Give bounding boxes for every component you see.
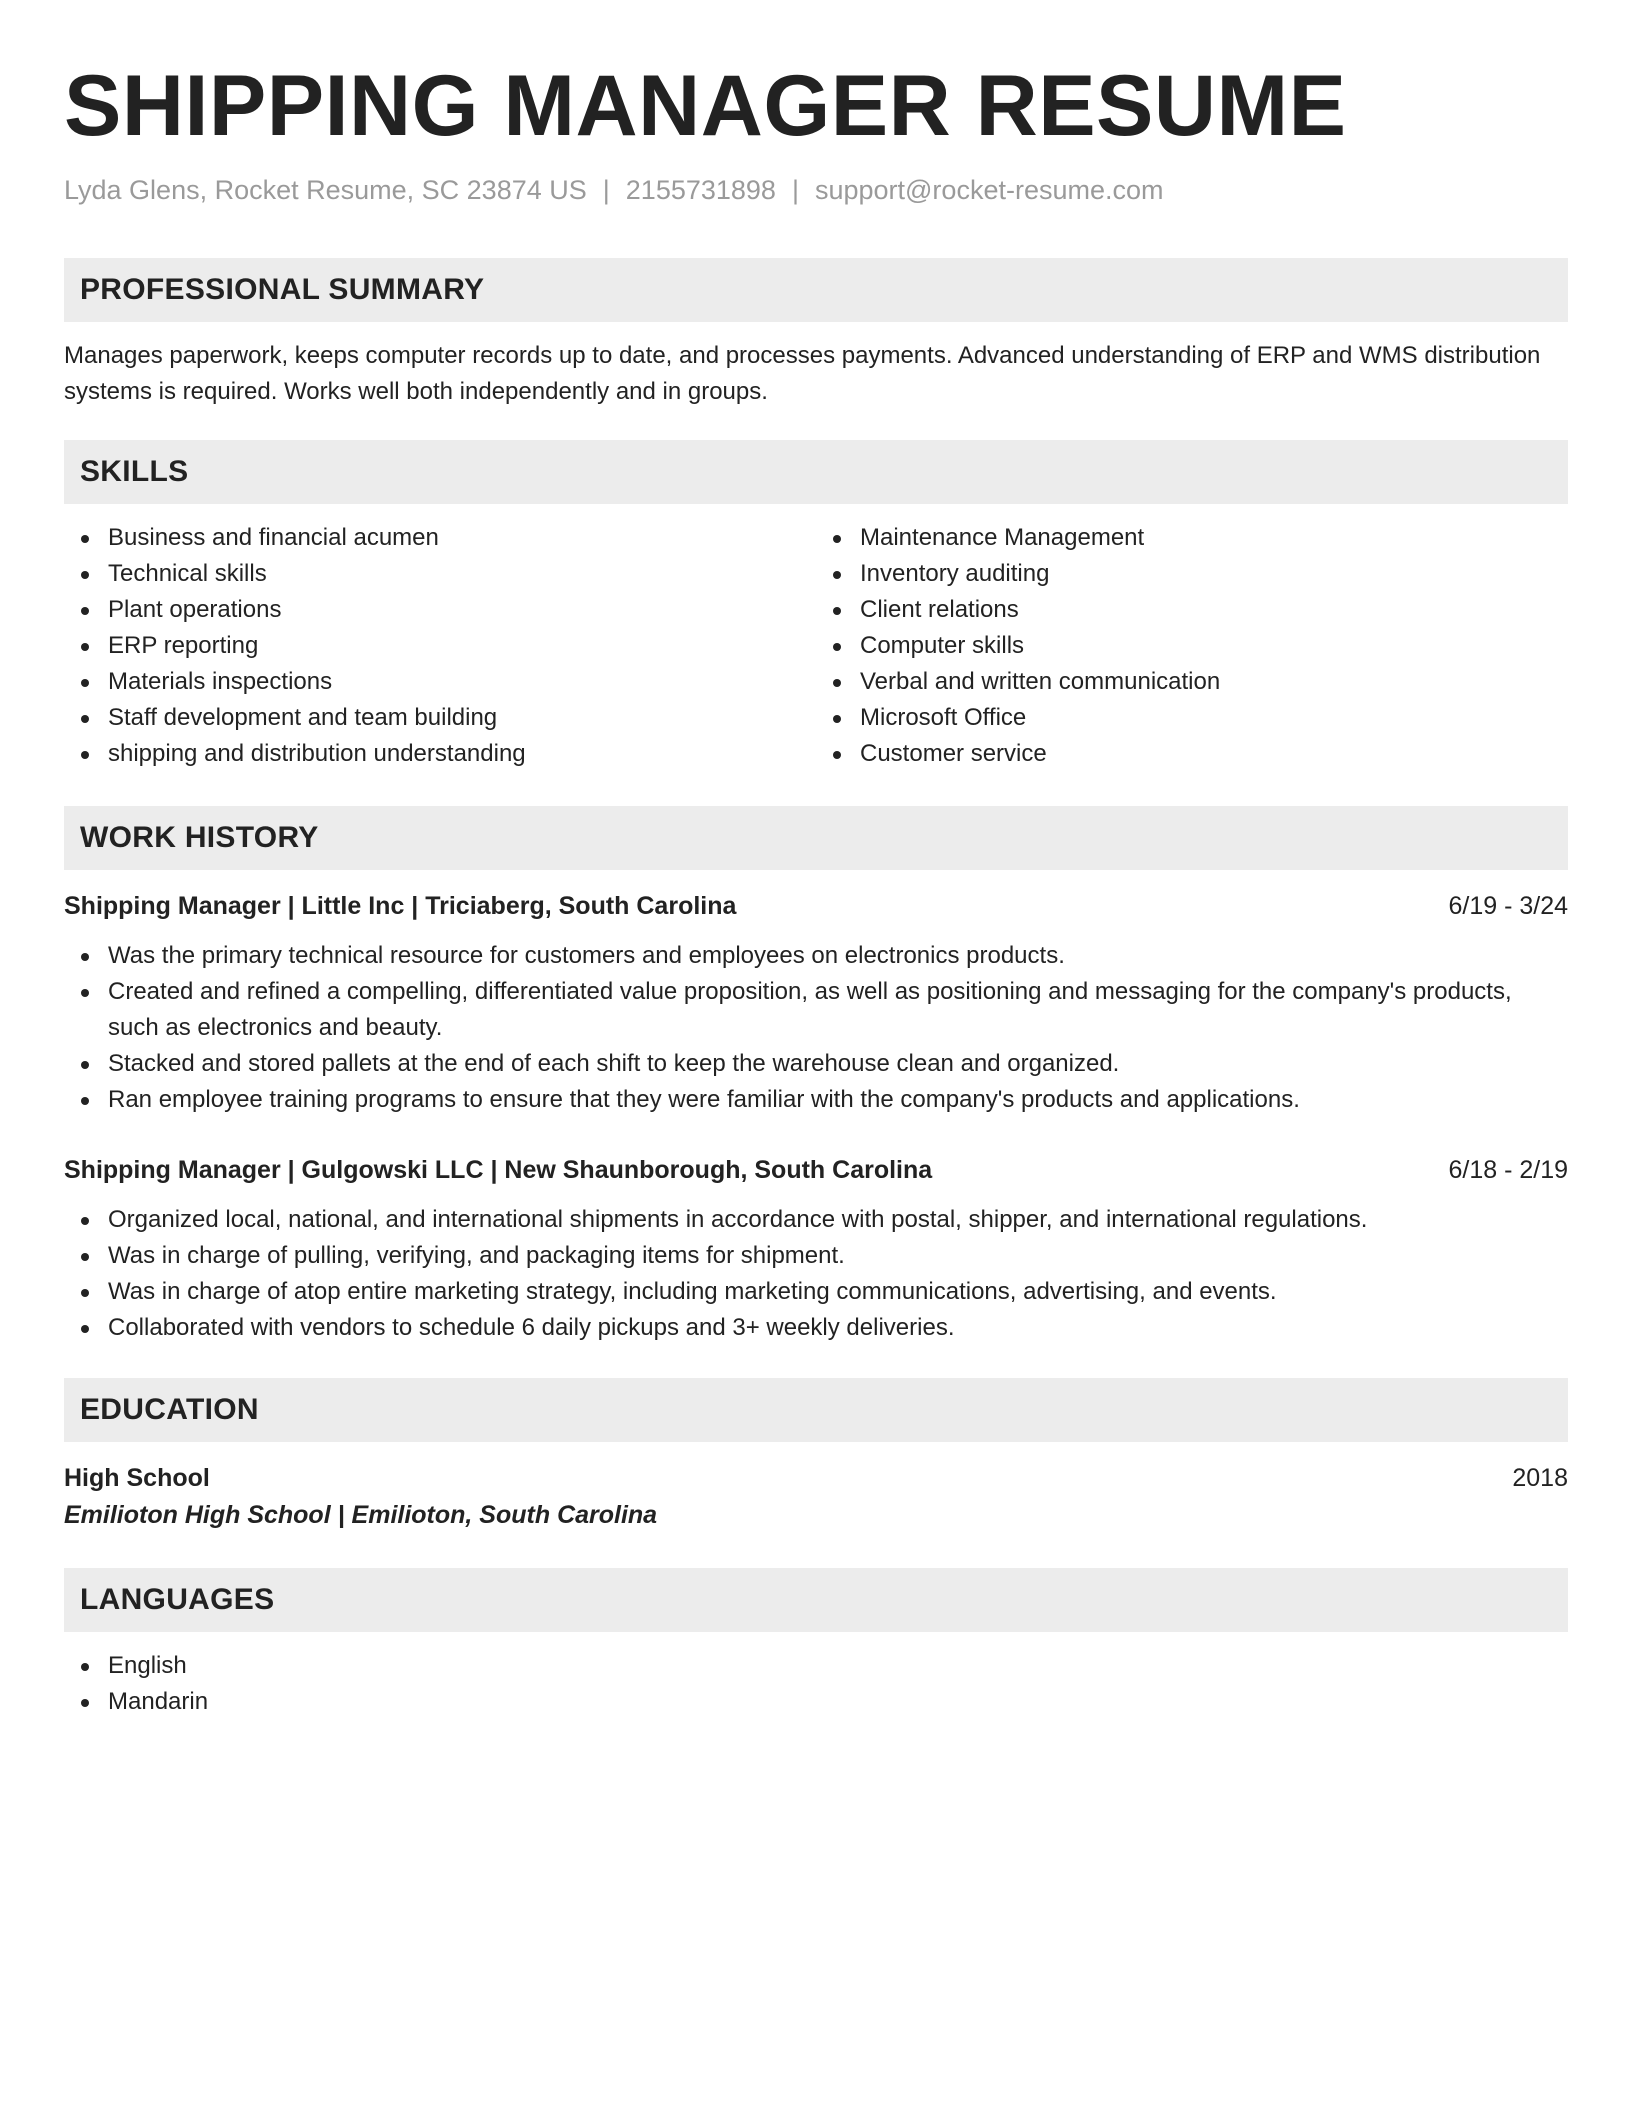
job-entry: [64, 1152, 1568, 1346]
skills-section: [64, 440, 1568, 772]
skill-item: shipping and distribution understanding: [108, 736, 816, 772]
work-history-heading: WORK HISTORY: [64, 806, 1568, 870]
skill-item: Maintenance Management: [860, 520, 1568, 556]
language-item: Mandarin: [108, 1684, 1568, 1720]
job-header: [64, 888, 1568, 924]
work-history-section: [64, 806, 1568, 1346]
job-dates: 6/18 - 2/19: [1448, 1156, 1568, 1184]
job-header: [64, 1152, 1568, 1188]
job-bullet: Collaborated with vendors to schedule 6 daily pickups and 3+ weekly deliveries.: [108, 1310, 1568, 1346]
skill-item: Microsoft Office: [860, 700, 1568, 736]
education-school: Emilioton High School | Emilioton, South Carolina: [64, 1501, 658, 1529]
summary-section: [64, 258, 1568, 410]
skill-item: Client relations: [860, 592, 1568, 628]
summary-text: Manages paperwork, keeps computer records up to date, and processes payments. Advanced understanding of ERP and WMS distribution systems is required. Works well both independently and in groups.: [64, 342, 1541, 405]
languages-heading: LANGUAGES: [64, 1568, 1568, 1632]
contact-email: support@rocket-resume.com: [814, 175, 1164, 205]
job-bullets: [64, 938, 1568, 1118]
job-bullet: Ran employee training programs to ensure that they were familiar with the company's products and applications.: [108, 1082, 1568, 1118]
skills-list-right: [816, 520, 1568, 772]
skill-item: Inventory auditing: [860, 556, 1568, 592]
job-bullet: Was in charge of atop entire marketing strategy, including marketing communications, advertising, and events.: [108, 1274, 1568, 1310]
skill-item: Verbal and written communication: [860, 664, 1568, 700]
job-dates: 6/19 - 3/24: [1448, 892, 1568, 920]
skills-column-left: [64, 520, 816, 772]
skill-item: ERP reporting: [108, 628, 816, 664]
job-bullet: Was in charge of pulling, verifying, and packaging items for shipment.: [108, 1238, 1568, 1274]
contact-line: [64, 170, 1568, 210]
contact-address: Lyda Glens, Rocket Resume, SC 23874 US: [64, 175, 587, 205]
skill-item: Plant operations: [108, 592, 816, 628]
summary-heading: PROFESSIONAL SUMMARY: [64, 258, 1568, 322]
skill-item: Business and financial acumen: [108, 520, 816, 556]
job-bullet: Stacked and stored pallets at the end of each shift to keep the warehouse clean and organized.: [108, 1046, 1568, 1082]
job-title: Shipping Manager | Little Inc | Triciaberg, South Carolina: [64, 892, 737, 920]
job-entry: [64, 888, 1568, 1118]
job-title: Shipping Manager | Gulgowski LLC | New Shaunborough, South Carolina: [64, 1156, 933, 1184]
skill-item: Customer service: [860, 736, 1568, 772]
skill-item: Technical skills: [108, 556, 816, 592]
skill-item: Computer skills: [860, 628, 1568, 664]
education-header: [64, 1460, 1568, 1496]
skills-list-left: [64, 520, 816, 772]
languages-section: [64, 1568, 1568, 1720]
education-entry: [64, 1460, 1568, 1534]
skill-item: Staff development and team building: [108, 700, 816, 736]
page-title: SHIPPING MANAGER RESUME: [64, 58, 1347, 154]
skill-item: Materials inspections: [108, 664, 816, 700]
job-bullet: Organized local, national, and international shipments in accordance with postal, shipper, and international regulations.: [108, 1202, 1568, 1238]
contact-phone: 2155731898: [625, 175, 776, 205]
language-item: English: [108, 1648, 1568, 1684]
education-section: [64, 1378, 1568, 1534]
education-heading: EDUCATION: [64, 1378, 1568, 1442]
languages-list: [64, 1648, 1568, 1720]
skills-grid: [64, 520, 1568, 772]
skills-column-right: [816, 520, 1568, 772]
contact-separator: |: [602, 175, 610, 205]
job-bullet: Was the primary technical resource for customers and employees on electronics products.: [108, 938, 1568, 974]
contact-separator: |: [791, 175, 799, 205]
job-bullets: [64, 1202, 1568, 1346]
education-year: 2018: [1512, 1464, 1568, 1492]
job-bullet: Created and refined a compelling, differentiated value proposition, as well as positioning and messaging for the company's products, such as electronics and beauty.: [108, 974, 1568, 1046]
education-degree: High School: [64, 1464, 210, 1492]
skills-heading: SKILLS: [64, 440, 1568, 504]
